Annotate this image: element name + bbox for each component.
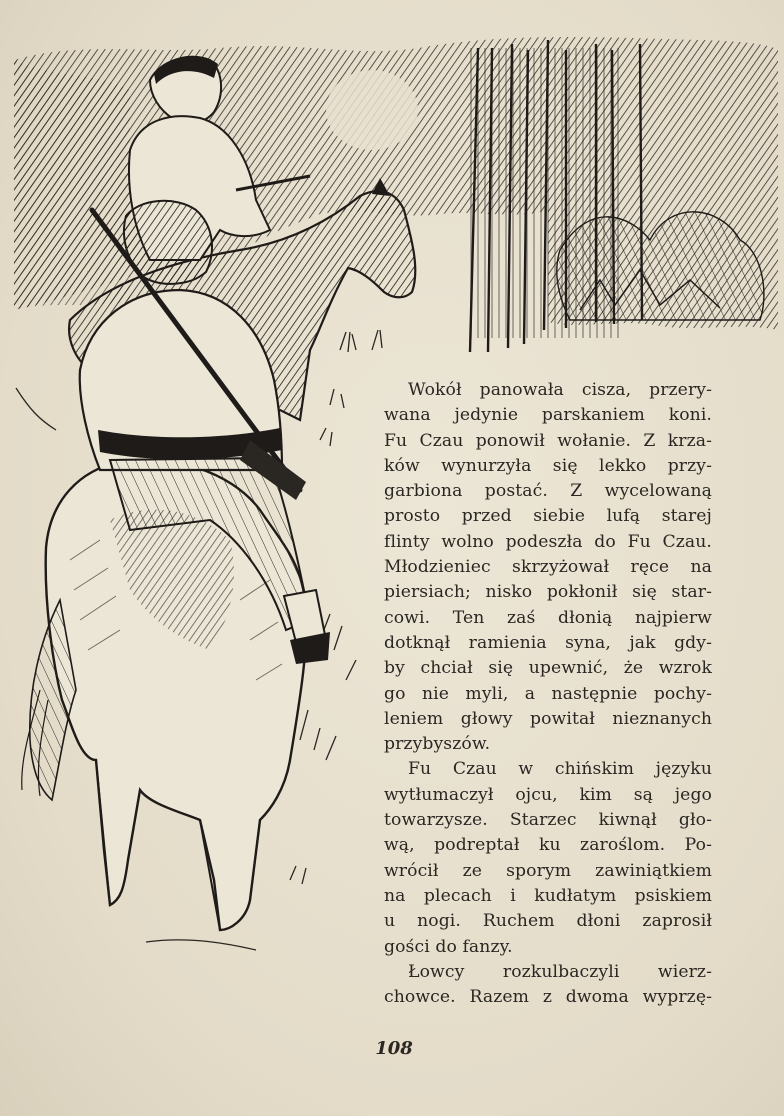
text-line: ków wynurzyła się lekko przy- bbox=[384, 455, 712, 476]
text-line: wana jedynie parskaniem koni. bbox=[384, 405, 712, 426]
body-text bbox=[384, 378, 712, 1010]
paragraph-1 bbox=[384, 378, 712, 757]
text-line: wrócił ze sporym zawiniątkiem bbox=[384, 860, 712, 881]
text-line: Łowcy rozkulbaczyli wierz- bbox=[408, 961, 712, 982]
text-line: towarzysze. Starzec kiwnął gło- bbox=[384, 810, 712, 831]
text-line: dotknął ramienia syna, jak gdy- bbox=[384, 632, 712, 653]
text-line: przybyszów. bbox=[384, 734, 491, 755]
text-line: wą, podreptał ku zaroślom. Po- bbox=[384, 835, 712, 856]
text-line: Młodzieniec skrzyżował ręce na bbox=[384, 557, 712, 578]
text-line: na plecach i kudłatym psiskiem bbox=[384, 885, 712, 906]
text-line: garbiona postać. Z wycelowaną bbox=[384, 481, 712, 502]
text-line: wytłumaczył ojcu, kim są jego bbox=[384, 784, 712, 805]
text-line: by chciał się upewnić, że wzrok bbox=[384, 658, 712, 679]
text-line: go nie myli, a następnie pochy- bbox=[384, 683, 712, 704]
paragraph-3 bbox=[384, 960, 712, 1011]
text-line: prosto przed siebie lufą starej bbox=[384, 506, 712, 527]
text-line: Fu Czau ponowił wołanie. Z krza- bbox=[384, 430, 712, 451]
text-line: cowi. Ten zaś dłonią najpierw bbox=[384, 607, 712, 628]
page-number: 108 bbox=[375, 1038, 413, 1059]
text-line: gości do fanzy. bbox=[384, 936, 513, 957]
paragraph-2 bbox=[384, 757, 712, 959]
text-line: flinty wolno podeszła do Fu Czau. bbox=[384, 531, 712, 552]
text-line: u nogi. Ruchem dłoni zaprosił bbox=[384, 911, 712, 932]
text-line: chowce. Razem z dwoma wyprzę- bbox=[384, 987, 712, 1008]
text-line: Fu Czau w chińskim języku bbox=[408, 759, 712, 780]
text-line: piersiach; nisko pokłonił się star- bbox=[384, 582, 712, 603]
text-line: leniem głowy powitał nieznanych bbox=[384, 708, 712, 729]
text-line: Wokół panowała cisza, przery- bbox=[408, 380, 712, 400]
